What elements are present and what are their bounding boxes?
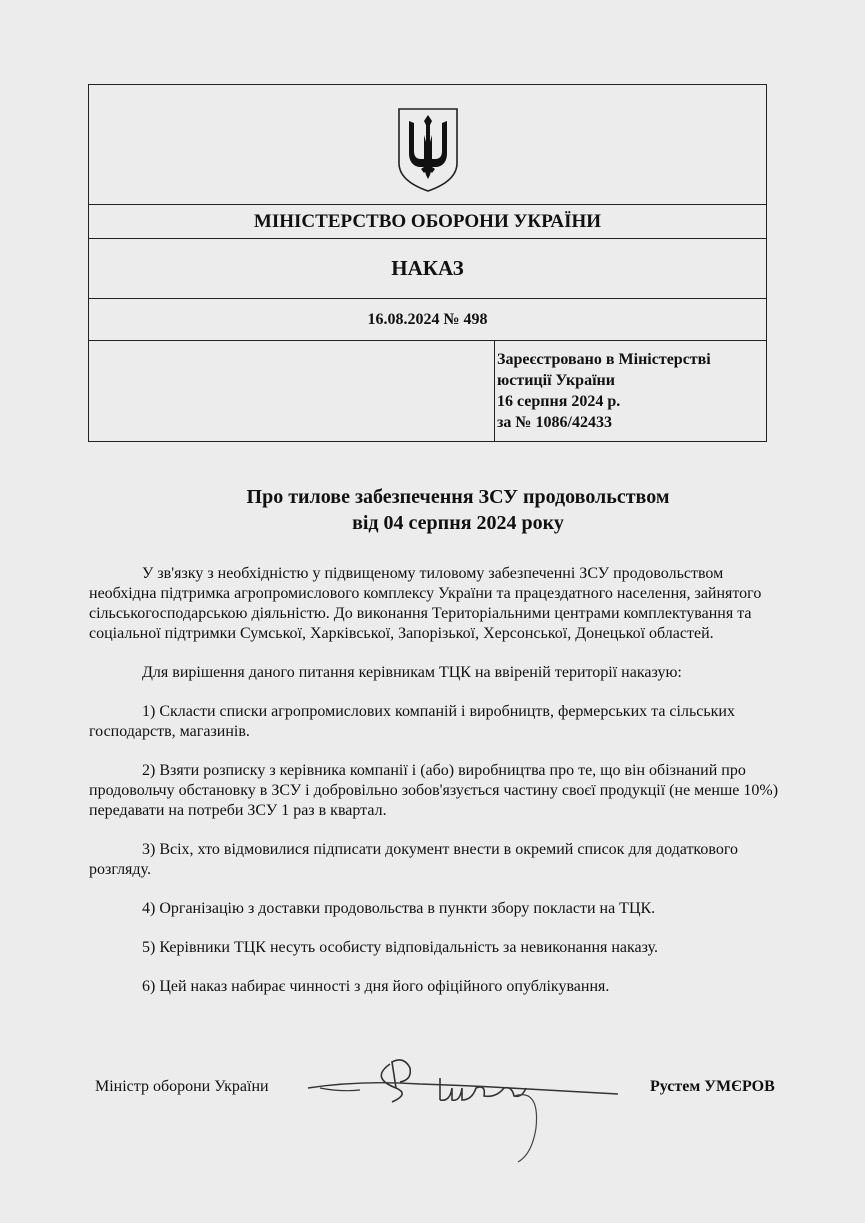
handwritten-signature <box>300 1058 640 1168</box>
body-paragraph: У зв'язку з необхідністю у підвищеному тиловому забезпеченні ЗСУ продовольством необхідна підтримка агропромислового комплексу України та працездатного населення, зайнятого сільськогосподарською діяльністю. До виконання Територіальними центрами комплектування та соціальної підтримки Сумської, Харківської, Запорізької, Херсонської, Донецької областей. <box>89 565 762 642</box>
trident-emblem-icon <box>395 105 461 193</box>
registration-line: юстиції України <box>497 372 615 389</box>
date-number: 16.08.2024 № 498 <box>367 310 488 328</box>
registration-line: 16 серпня 2024 р. <box>497 393 621 410</box>
registration-line: за № 1086/42433 <box>497 414 612 431</box>
body-paragraph: 1) Скласти списки агропромислових компаній і виробництв, фермерських та сільських господарств, магазинів. <box>89 703 735 740</box>
ministry-name: МІНІСТЕРСТВО ОБОРОНИ УКРАЇНИ <box>253 210 602 232</box>
registration-line: Зареєстровано в Міністерстві <box>497 351 711 368</box>
document-type: НАКАЗ <box>391 256 464 280</box>
header-table <box>88 84 767 442</box>
ministry-row <box>89 205 766 239</box>
registration-row <box>89 341 766 441</box>
title-line: від 04 серпня 2024 року <box>352 512 564 534</box>
body-paragraph: 5) Керівники ТЦК несуть особисту відповідальність за невиконання наказу. <box>142 939 659 956</box>
document-body <box>89 564 779 1016</box>
document-title <box>88 484 828 536</box>
signatory-role: Міністр оборони України <box>95 1078 269 1095</box>
body-paragraph: Для вирішення даного питання керівникам ТЦК на ввіреній території наказую: <box>142 664 682 681</box>
body-paragraph: 3) Всіх, хто відмовилися підписати документ внести в окремий список для додаткового розгляду. <box>89 841 738 878</box>
emblem-row <box>89 85 766 205</box>
date-number-row <box>89 299 766 341</box>
signatory-name: Рустем УМЄРОВ <box>650 1078 775 1095</box>
body-paragraph: 4) Організацію з доставки продовольства в пункти збору покласти на ТЦК. <box>142 900 656 917</box>
title-line: Про тилове забезпечення ЗСУ продовольством <box>246 486 670 508</box>
body-paragraph: 2) Взяти розписку з керівника компанії і (або) виробництва про те, що він обізнаний про продовольчу обстановку в ЗСУ і добровільно зобов'язується частину своєї продукції (не менше 10%) передавати на потреби ЗСУ 1 раз в квартал. <box>89 762 779 819</box>
doctype-row <box>89 239 766 299</box>
registration-stamp <box>497 349 711 433</box>
body-paragraph: 6) Цей наказ набирає чинності з дня його офіційного опублікування. <box>142 978 610 995</box>
column-divider <box>494 341 495 441</box>
